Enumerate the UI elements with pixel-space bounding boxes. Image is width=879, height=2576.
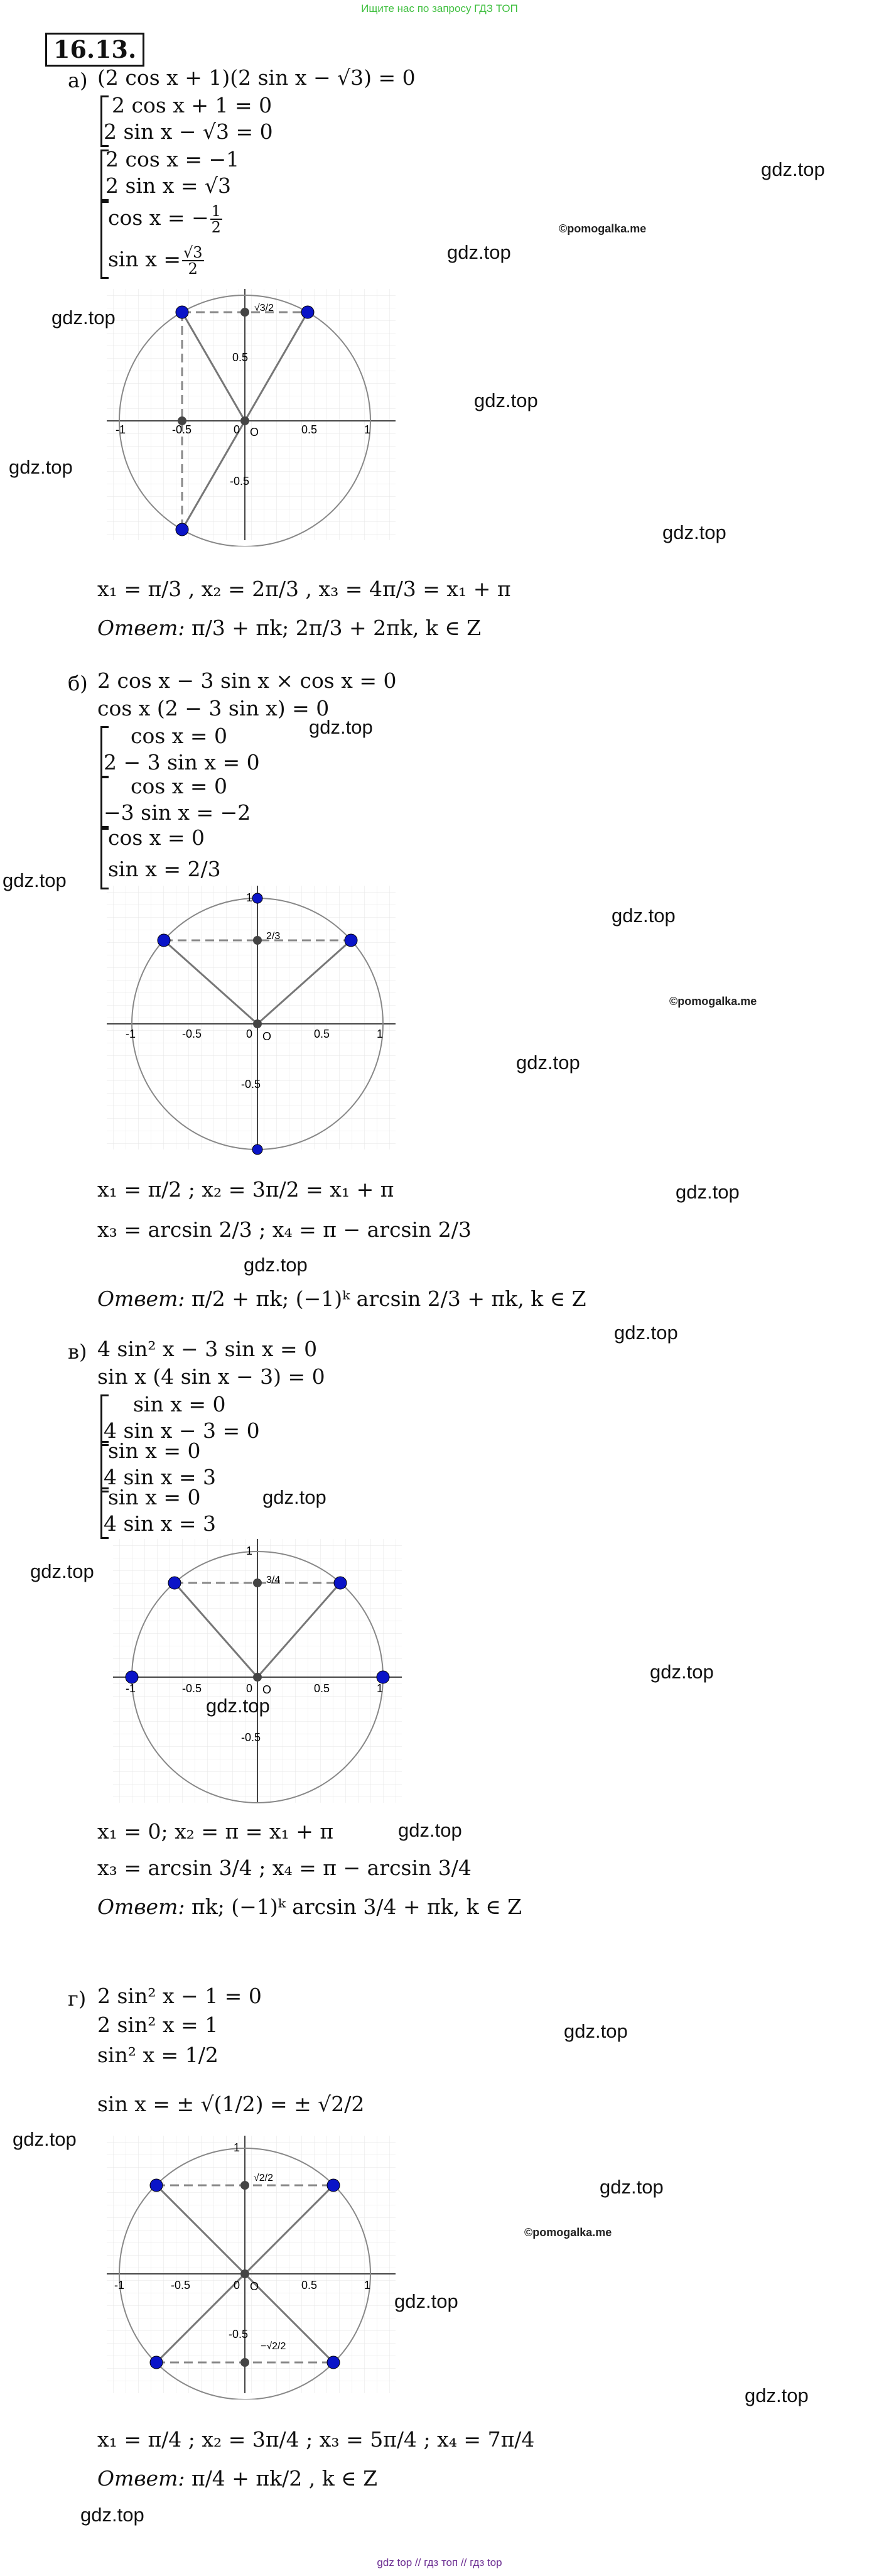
svg-text:-0.5: -0.5 (182, 1682, 202, 1695)
watermark: gdz.top (447, 241, 511, 263)
watermark: gdz.top (474, 389, 538, 411)
watermark: gdz.top (3, 869, 67, 891)
part-c-equation: 4 sin² x − 3 sin x = 0 (97, 1337, 318, 1361)
part-a-step3b: sin x = $\frac{√3}{2}$ (108, 244, 203, 278)
svg-text:1: 1 (377, 1028, 384, 1040)
svg-text:1: 1 (377, 1682, 384, 1695)
part-a-roots: x₁ = π/3 , x₂ = 2π/3 , x₃ = 4π/3 = x₁ + π (97, 577, 511, 601)
part-b-roots2: x₃ = arcsin 2/3 ; x₄ = π − arcsin 2/3 (97, 1217, 472, 1242)
unit-circle-b (100, 879, 402, 1156)
part-d-equation: 2 sin² x − 1 = 0 (97, 1984, 262, 2008)
part-d-answer: Ответ: π/4 + πk/2 , k ∈ Z (97, 2466, 378, 2491)
svg-text:0.5: 0.5 (232, 351, 249, 364)
part-a-step2b: 2 sin x = √3 (105, 173, 231, 198)
svg-text:-1: -1 (116, 423, 126, 436)
svg-text:1: 1 (364, 2279, 371, 2291)
part-a-equation: (2 cos x + 1)(2 sin x − √3) = 0 (97, 65, 416, 90)
watermark: gdz.top (650, 1661, 714, 1683)
part-b-label: б) (68, 671, 88, 695)
watermark: gdz.top (564, 2020, 628, 2042)
part-c-roots1: x₁ = 0; x₂ = π = x₁ + π (97, 1819, 334, 1844)
svg-text:O: O (250, 426, 259, 438)
part-c-step1a: sin x = 0 (133, 1392, 226, 1416)
watermark: gdz.top (244, 1254, 308, 1276)
watermark: gdz.top (80, 2504, 144, 2526)
svg-text:0: 0 (246, 1682, 253, 1695)
svg-text:0.5: 0.5 (301, 2279, 318, 2291)
watermark: gdz.top (309, 716, 373, 738)
part-b-step1b: 2 − 3 sin x = 0 (104, 750, 260, 774)
watermark: gdz.top (745, 2384, 809, 2406)
part-c-step3a: sin x = 0 (108, 1485, 201, 1509)
part-a-answer: Ответ: π/3 + πk; 2π/3 + 2πk, k ∈ Z (97, 616, 482, 640)
svg-text:0.5: 0.5 (314, 1028, 330, 1040)
watermark: gdz.top (206, 1695, 270, 1717)
watermark: gdz.top (9, 456, 73, 478)
unit-circle-a (100, 283, 402, 546)
search-banner[interactable]: Ищите нас по запросу ГДЗ ТОП (361, 3, 518, 14)
watermark: gdz.top (662, 521, 726, 543)
svg-text:0.5: 0.5 (314, 1682, 330, 1695)
part-c-roots2: x₃ = arcsin 3/4 ; x₄ = π − arcsin 3/4 (97, 1856, 472, 1880)
svg-text:1: 1 (246, 1545, 253, 1557)
svg-text:O: O (250, 2280, 259, 2293)
watermark: gdz.top (600, 2176, 664, 2198)
svg-text:√3/2: √3/2 (254, 303, 274, 313)
part-b-equation: 2 cos x − 3 sin x × cos x = 0 (97, 668, 397, 693)
part-b-step1a: cos x = 0 (131, 724, 228, 748)
svg-text:O: O (262, 1683, 272, 1696)
watermark: gdz.top (398, 1819, 462, 1841)
watermark: gdz.top (614, 1322, 678, 1344)
svg-text:-0.5: -0.5 (172, 423, 192, 436)
svg-text:1: 1 (246, 891, 253, 904)
svg-text:3/4: 3/4 (266, 1575, 281, 1585)
part-d-line3: sin² x = 1/2 (97, 2043, 218, 2067)
part-b-step2a: cos x = 0 (131, 774, 228, 798)
svg-text:-0.5: -0.5 (182, 1028, 202, 1040)
svg-text:-1: -1 (126, 1682, 136, 1695)
task-number: 16.13. (45, 33, 144, 67)
part-a-step1b: 2 sin x − √3 = 0 (104, 119, 273, 144)
part-c-step3b: 4 sin x = 3 (104, 1511, 216, 1536)
svg-text:√2/2: √2/2 (254, 2173, 274, 2183)
part-d-line2: 2 sin² x = 1 (97, 2013, 218, 2037)
part-a-step1a: 2 cos x + 1 = 0 (112, 93, 272, 117)
watermark: gdz.top (676, 1181, 740, 1203)
watermark: gdz.top (394, 2290, 458, 2312)
svg-text:0: 0 (234, 423, 240, 436)
svg-text:0: 0 (246, 1028, 253, 1040)
svg-text:0.5: 0.5 (301, 423, 318, 436)
part-a-step3a: cos x = − $\frac{1}{2}$ (108, 202, 221, 236)
part-c-label: в) (68, 1340, 87, 1364)
watermark: gdz.top (30, 1560, 94, 1582)
part-c-step2a: sin x = 0 (108, 1438, 201, 1463)
watermark: gdz.top (516, 1052, 580, 1073)
part-c-answer: Ответ: πk; (−1)ᵏ arcsin 3/4 + πk, k ∈ Z (97, 1894, 522, 1919)
part-c-line2: sin x (4 sin x − 3) = 0 (97, 1364, 325, 1389)
watermark-pomogalka: ©pomogalka.me (524, 2226, 612, 2239)
svg-text:-1: -1 (126, 1028, 136, 1040)
part-d-line4: sin x = ± √(1/2) = ± √2/2 (97, 2092, 365, 2116)
footer-links[interactable]: gdz top // гдз топ // гдз top (377, 2557, 502, 2568)
part-c-step1b: 4 sin x − 3 = 0 (104, 1418, 260, 1443)
svg-text:-0.5: -0.5 (229, 2328, 249, 2340)
unit-circle-c (107, 1533, 408, 1809)
watermark-pomogalka: ©pomogalka.me (559, 222, 647, 235)
svg-text:-0.5: -0.5 (241, 1731, 261, 1744)
watermark: gdz.top (761, 158, 825, 180)
svg-text:2/3: 2/3 (266, 931, 281, 942)
part-c-step2b: 4 sin x = 3 (104, 1465, 216, 1489)
watermark: gdz.top (612, 905, 676, 927)
part-a-step2a: 2 cos x = −1 (105, 147, 240, 171)
part-b-line2: cos x (2 − 3 sin x) = 0 (97, 696, 330, 720)
watermark: gdz.top (13, 2128, 77, 2150)
svg-text:-0.5: -0.5 (171, 2279, 191, 2291)
svg-text:O: O (262, 1030, 272, 1043)
svg-text:1: 1 (234, 2141, 240, 2154)
watermark: gdz.top (51, 307, 116, 329)
watermark-pomogalka: ©pomogalka.me (669, 995, 757, 1008)
part-b-answer: Ответ: π/2 + πk; (−1)ᵏ arcsin 2/3 + πk, k ∈ Z (97, 1286, 586, 1311)
part-b-step3b: sin x = 2/3 (108, 857, 221, 881)
svg-text:-0.5: -0.5 (241, 1078, 261, 1090)
part-b-step3a: cos x = 0 (108, 825, 205, 850)
unit-circle-d (100, 2129, 402, 2399)
svg-text:1: 1 (364, 423, 371, 436)
watermark: gdz.top (262, 1486, 326, 1508)
svg-text:-1: -1 (114, 2279, 125, 2291)
part-b-step2b: −3 sin x = −2 (104, 800, 251, 825)
part-d-label: г) (68, 1987, 87, 2011)
svg-text:0: 0 (234, 2279, 240, 2291)
svg-text:−√2/2: −√2/2 (261, 2341, 286, 2352)
svg-text:-0.5: -0.5 (230, 475, 250, 487)
part-d-roots: x₁ = π/4 ; x₂ = 3π/4 ; x₃ = 5π/4 ; x₄ = 7π/4 (97, 2427, 535, 2452)
part-a-label: а) (68, 68, 88, 92)
part-b-roots1: x₁ = π/2 ; x₂ = 3π/2 = x₁ + π (97, 1177, 394, 1202)
